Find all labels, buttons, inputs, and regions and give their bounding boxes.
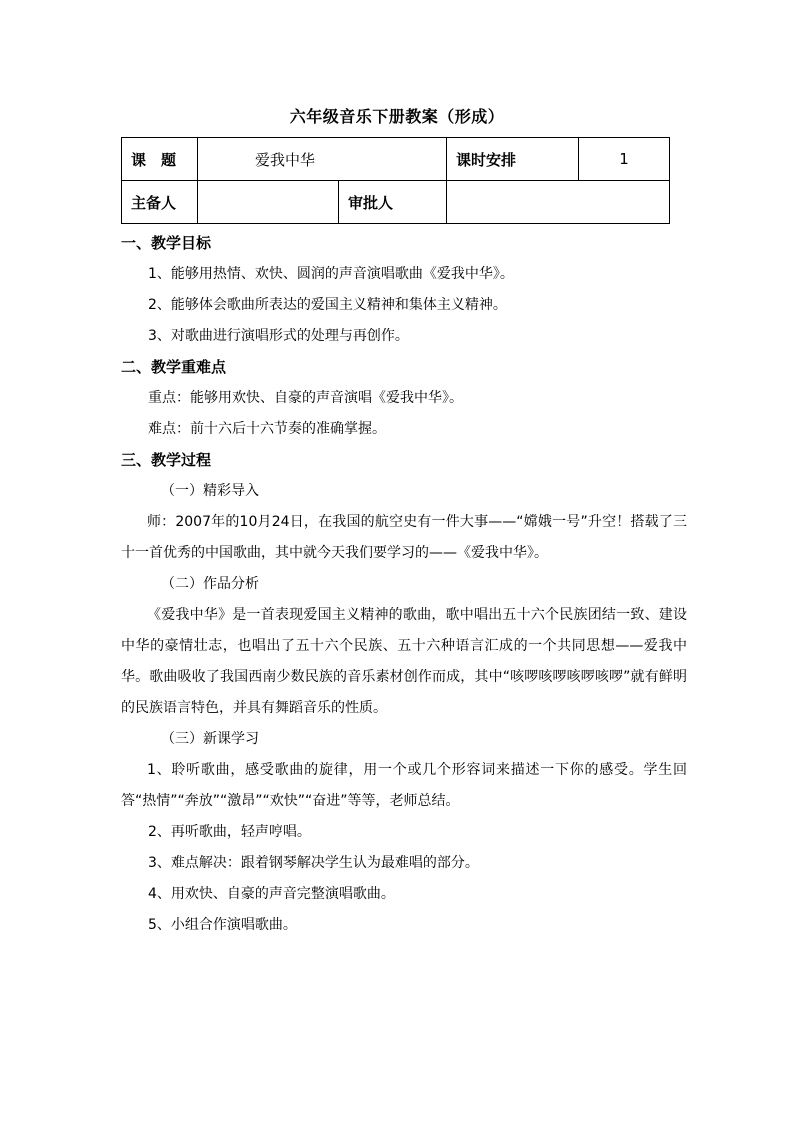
lesson-info-table: [121, 137, 670, 224]
lesson-step: 3、难点解决：跟着钢琴解决学生认为最难唱的部分。: [148, 855, 479, 871]
intro-text: 师：2007年的10月24日，在我国的航空史有一件大事——“嫦娥一号”升空！搭载了三十一首优秀的中国歌曲，其中就今天我们要学习的——《爱我中华》。: [121, 514, 687, 561]
approver-value: [447, 181, 670, 224]
goal-item: 3、对歌曲进行演唱形式的处理与再创作。: [148, 328, 409, 344]
analysis-subheading: （二）作品分析: [161, 576, 259, 592]
intro-subheading: （一）精彩导入: [161, 483, 259, 499]
table-row: [122, 138, 670, 181]
preparer-value: [198, 181, 339, 224]
goal-item: 2、能够体会歌曲所表达的爱国主义精神和集体主义精神。: [148, 297, 507, 313]
periods-value: 1: [579, 138, 670, 181]
table-row: [122, 181, 670, 224]
lesson-step: 4、用欢快、自豪的声音完整演唱歌曲。: [148, 886, 395, 902]
document-title: 六年级音乐下册教案（形成）: [289, 107, 505, 126]
periods-label: 课时安排: [447, 138, 579, 181]
subject-value: 爱我中华: [198, 138, 447, 181]
new-lesson-subheading: （三）新课学习: [161, 731, 259, 747]
focus-point: 重点：能够用欢快、自豪的声音演唱《爱我中华》。: [148, 390, 463, 406]
process-heading: 三、教学过程: [121, 451, 212, 469]
goal-item: 1、能够用热情、欢快、圆润的声音演唱歌曲《爱我中华》。: [148, 266, 514, 282]
analysis-text: 《爱我中华》是一首表现爱国主义精神的歌曲，歌中唱出五十六个民族团结一致、建设中华的豪情壮志，也唱出了五十六个民族、五十六种语言汇成的一个共同思想——爱我中华。歌曲吸收了我国西南少数民族的音乐素材创作而成，其中“咳啰咳啰咳啰咳啰”就有鲜明的民族语言特色，并具有舞蹈音乐的性质。: [121, 607, 687, 716]
lesson-body: [121, 228, 687, 941]
lesson-step: 2、再听歌曲，轻声哼唱。: [148, 824, 311, 840]
lesson-step: 1、聆听歌曲，感受歌曲的旋律，用一个或几个形容词来描述一下你的感受。学生回答“热情”“奔放”“激昂”“欢快”“奋进”等等，老师总结。: [121, 762, 687, 809]
approver-label: 审批人: [339, 181, 447, 224]
lesson-step: 5、小组合作演唱歌曲。: [148, 917, 297, 933]
goals-heading: 一、教学目标: [121, 234, 212, 252]
key-points-heading: 二、教学重难点: [121, 358, 227, 376]
difficulty-point: 难点：前十六后十六节奏的准确掌握。: [148, 421, 386, 437]
subject-label: 课 题: [122, 138, 198, 181]
preparer-label: 主备人: [122, 181, 198, 224]
